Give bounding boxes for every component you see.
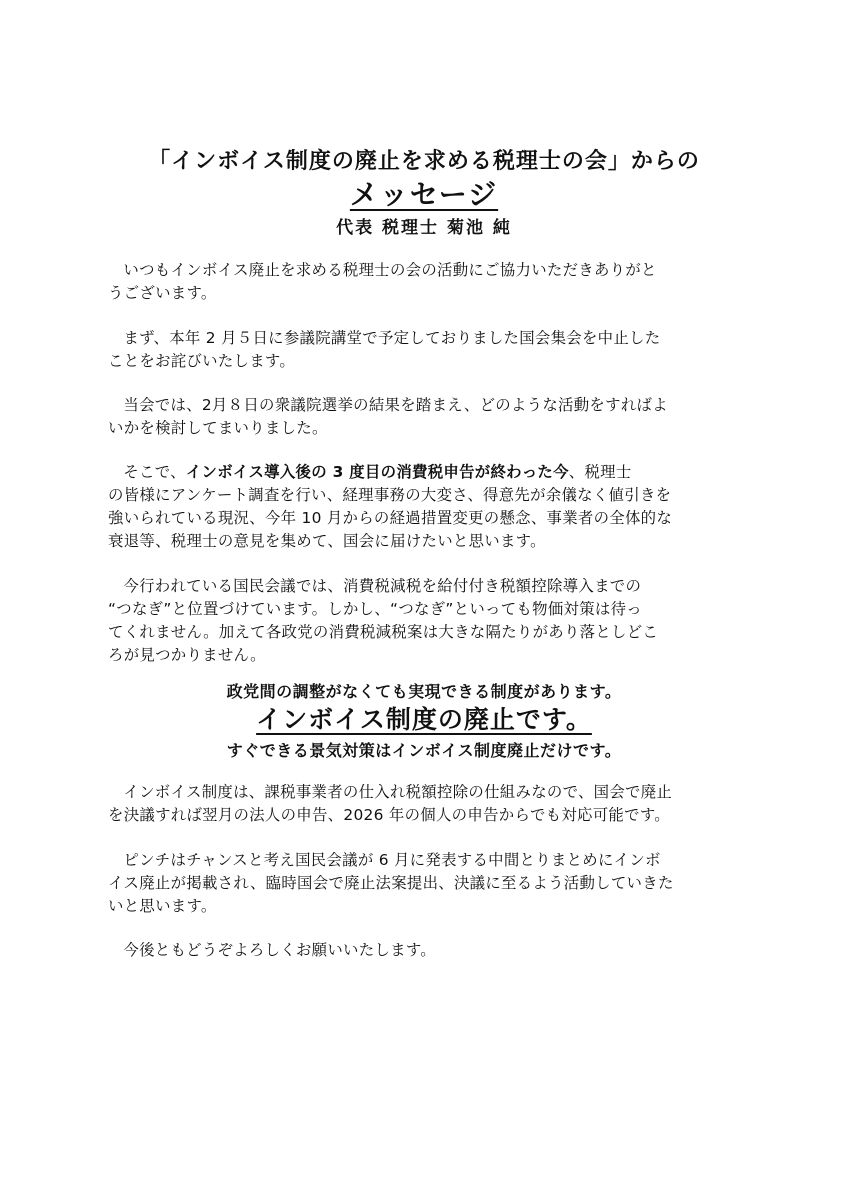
highlight-main xyxy=(0,700,848,736)
paragraph-line: “つなぎ”と位置づけています。しかし、“つなぎ”といっても物価対策は待っ xyxy=(108,600,642,618)
text-segment: そこで、 xyxy=(123,463,186,481)
paragraph-line: うございます。 xyxy=(108,284,217,302)
document-title: 「インボイス制度の廃止を求める税理士の会」からの xyxy=(148,149,700,174)
document-subtitle xyxy=(0,173,848,213)
paragraph-greeting xyxy=(108,259,748,305)
paragraph-line: いと思います。 xyxy=(108,897,217,915)
paragraph-closing xyxy=(108,939,748,962)
text-segment: 、税理士 xyxy=(568,463,632,481)
paragraph-line: いかを検討してまいりました。 xyxy=(108,419,328,437)
paragraph-line: 当会では、2月８日の衆議院選挙の結果を踏まえ、どのような活動をすればよ xyxy=(123,396,668,414)
paragraph-review xyxy=(108,394,748,440)
paragraph-line: 今後ともどうぞよろしくお願いいたします。 xyxy=(123,941,436,959)
paragraph-line: ピンチはチャンスと考え国民会議が 6 月に発表する中間とりまとめにインボ xyxy=(123,851,661,869)
author-line: 代表 税理士 菊池 純 xyxy=(336,218,512,238)
highlight-tail: すぐできる景気対策はインボイス制度廃止だけです。 xyxy=(226,741,622,760)
paragraph-line: 強いられている現況、今年 10 月からの経過措置変更の懸念、事業者の全体的な xyxy=(108,509,673,527)
paragraph-national-council xyxy=(108,575,748,667)
paragraph-line: いつもインボイス廃止を求める税理士の会の活動にご協力いただきありがと xyxy=(123,261,657,279)
paragraph-apology xyxy=(108,327,748,373)
paragraph-line xyxy=(108,461,748,484)
paragraph-line: まず、本年 2 月５日に参議院講堂で予定しておりました国会集会を中止した xyxy=(123,329,661,347)
paragraph-line: てくれません。加えて各政党の消費税減税案は大きな隔たりがあり落としどこ xyxy=(108,623,659,641)
subtitle-text: メッセージ xyxy=(349,178,499,211)
highlight-main-text: インボイス制度の廃止です。 xyxy=(256,705,592,734)
paragraph-line: 衰退等、税理士の意見を集めて、国会に届けたいと思います。 xyxy=(108,532,546,550)
paragraph-survey xyxy=(108,461,748,553)
paragraph-line: 今行われている国民会議では、消費税減税を給付付き税額控除導入までの xyxy=(123,577,642,595)
highlight-lead: 政党間の調整がなくても実現できる制度があります。 xyxy=(226,682,622,701)
paragraph-plan xyxy=(108,849,748,918)
paragraph-line: イス廃止が掲載され、臨時国会で廃止法案提出、決議に至るよう活動していきた xyxy=(108,874,674,892)
paragraph-line: の皆様にアンケート調査を行い、経理事務の大変さ、得意先が余儀なく値引きを xyxy=(108,486,672,504)
paragraph-line: ろが見つかりません。 xyxy=(108,646,266,664)
paragraph-line: ことをお詫びいたします。 xyxy=(108,352,296,370)
paragraph-line: インボイス制度は、課税事業者の仕入れ税額控除の仕組みなので、国会で廃止 xyxy=(123,783,673,801)
paragraph-mechanism xyxy=(108,781,748,827)
paragraph-line: を決議すれば翌月の法人の申告、2026 年の個人の申告からでも対応可能です。 xyxy=(108,806,670,824)
bold-emphasis: インボイス導入後の 3 度目の消費税申告が終わった今 xyxy=(185,463,569,481)
